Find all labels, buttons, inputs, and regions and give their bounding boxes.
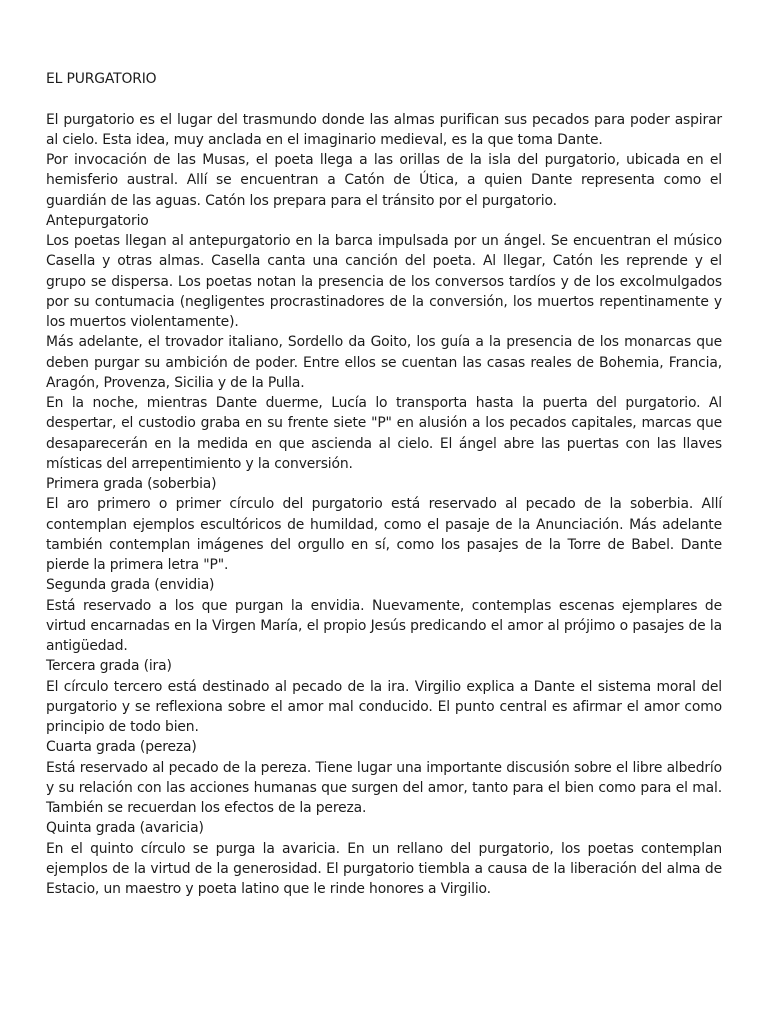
document-page (46, 69, 722, 899)
section-paragraph: En la noche, mientras Dante duerme, Lucía lo transporta hasta la puerta del purgatorio. Al despertar, el custodio graba en su frente siete "P" en alusión a los pecados capitales, marcas que desaparecerán en la medida en que ascienda al cielo. El ángel abre las puertas con las llaves místicas del arrepentimiento y la conversión. (46, 395, 722, 472)
section-paragraph: El aro primero o primer círculo del purgatorio está reservado al pecado de la soberbia. Allí contemplan ejemplos escultóricos de humildad, como el pasaje de la Anunciación. Más adelante también contemplan imágenes del orgullo en sí, como los pasajes de la Torre de Babel. Dante pierde la primera letra "P". (46, 496, 722, 573)
section-paragraph: Está reservado al pecado de la pereza. Tiene lugar una importante discusión sobre el libre albedrío y su relación con las acciones humanas que surgen del amor, tanto para el bien como para el mal. También se recuerdan los efectos de la pereza. (46, 759, 722, 816)
section-heading-antepurgatorio: Antepurgatorio (46, 212, 149, 229)
section-heading-cuarta-grada: Cuarta grada (pereza) (46, 739, 197, 756)
section-paragraph: En el quinto círculo se purga la avaricia. En un rellano del purgatorio, los poetas contemplan ejemplos de la virtud de la generosidad. El purgatorio tiembla a causa de la liberación del alma de Estacio, un maestro y poeta latino que le rinde honores a Virgilio. (46, 840, 722, 897)
section-heading-quinta-grada: Quinta grada (avaricia) (46, 820, 204, 837)
intro-paragraph: Por invocación de las Musas, el poeta llega a las orillas de la isla del purgatorio, ubicada en el hemisferio austral. Allí se encuentran a Catón de Útica, a quien Dante representa como el guardián de las aguas. Catón los prepara para el tránsito por el purgatorio. (46, 152, 722, 209)
section-heading-primera-grada: Primera grada (soberbia) (46, 476, 217, 492)
document-title: EL PURGATORIO (46, 71, 157, 87)
section-heading-tercera-grada: Tercera grada (ira) (46, 658, 172, 675)
section-paragraph: Está reservado a los que purgan la envidia. Nuevamente, contemplas escenas ejemplares de virtud encarnadas en la Virgen María, el propio Jesús predicando el amor al prójimo o pasajes de la antigüedad. (46, 597, 722, 654)
section-heading-segunda-grada: Segunda grada (envidia) (46, 577, 215, 594)
title-spacer (46, 89, 722, 109)
intro-paragraph: El purgatorio es el lugar del trasmundo donde las almas purifican sus pecados para poder aspirar al cielo. Esta idea, muy anclada en el imaginario medieval, es la que toma Dante. (46, 111, 722, 148)
section-paragraph: El círculo tercero está destinado al pecado de la ira. Virgilio explica a Dante el sistema moral del purgatorio y se reflexiona sobre el amor mal conducido. El punto central es afirmar el amor como principio de todo bien. (46, 678, 722, 735)
section-paragraph: Los poetas llegan al antepurgatorio en la barca impulsada por un ángel. Se encuentran el músico Casella y otras almas. Casella canta una canción del poeta. Al llegar, Catón les reprende y el grupo se dispersa. Los poetas notan la presencia de los conversos tardíos y de los excolmulgados por su contumacia (negligentes procrastinadores de la conversión, los muertos repentinamente y los muertos violentamente). (46, 233, 722, 330)
section-paragraph: Más adelante, el trovador italiano, Sordello da Goito, los guía a la presencia de los monarcas que deben purgar su ambición de poder. Entre ellos se cuentan las casas reales de Bohemia, Francia, Aragón, Provenza, Sicilia y de la Pulla. (46, 334, 722, 391)
